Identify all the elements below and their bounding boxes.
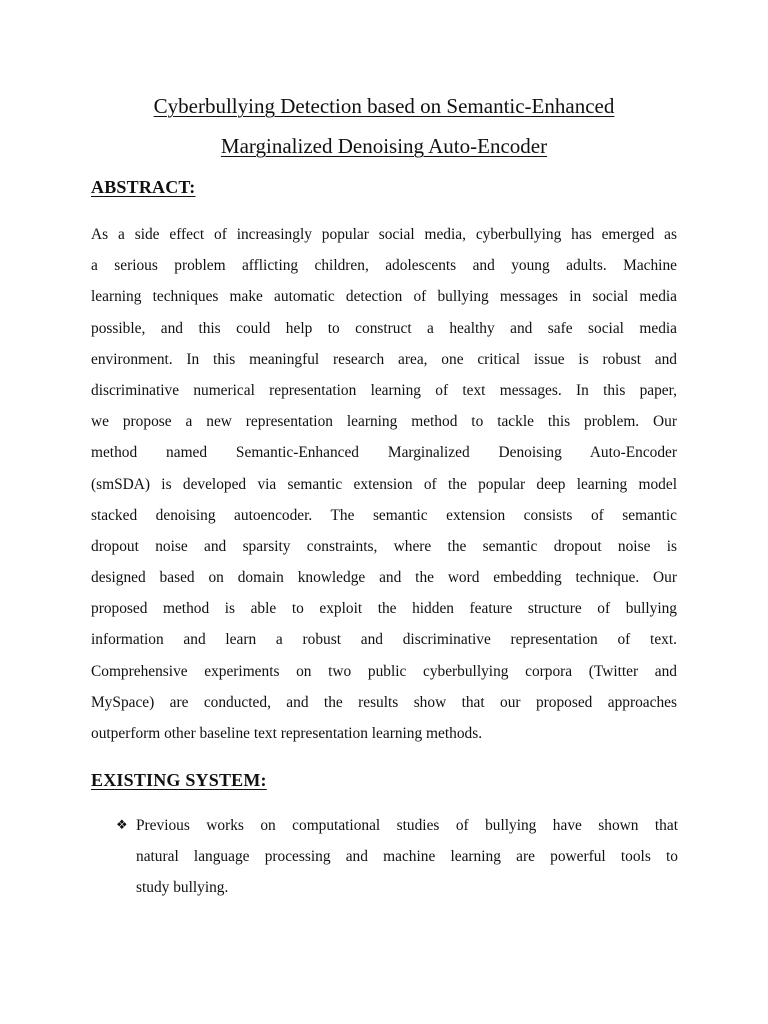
bullet-line: Previous works on computational studies of bullying have shown that — [136, 817, 678, 834]
paragraph-line: we propose a new representation learning method to tackle this problem. Our — [91, 413, 677, 431]
existing-system-heading: EXISTING SYSTEM: — [91, 770, 267, 790]
paragraph-line: MySpace) are conducted, and the results show that our proposed approaches — [91, 693, 677, 711]
bullet-text — [136, 810, 678, 904]
paragraph-line: outperform other baseline text representation learning methods. — [91, 725, 483, 742]
document-title-line-2: Marginalized Denoising Auto-Encoder — [220, 134, 548, 158]
paragraph-line: (smSDA) is developed via semantic extension of the popular deep learning model — [91, 475, 677, 493]
paragraph-line: discriminative numerical representation learning of text messages. In this paper, — [91, 381, 677, 399]
paragraph-line: proposed method is able to exploit the hidden feature structure of bullying — [91, 600, 677, 618]
abstract-heading: ABSTRACT: — [91, 177, 196, 197]
paragraph-line: dropout noise and sparsity constraints, where the semantic dropout noise is — [91, 537, 677, 555]
paragraph-line: a serious problem afflicting children, adolescents and young adults. Machine — [91, 257, 677, 275]
paragraph-line: possible, and this could help to construct a healthy and safe social media — [91, 319, 677, 337]
abstract-paragraph — [91, 219, 677, 749]
paragraph-line: As a side effect of increasingly popular social media, cyberbullying has emerged as — [91, 226, 677, 243]
diamond-bullet-icon: ❖ — [116, 818, 128, 833]
document-title-line-1: Cyberbullying Detection based on Semantic-Enhanced — [153, 94, 615, 118]
paragraph-line: Comprehensive experiments on two public cyberbullying corpora (Twitter and — [91, 662, 677, 680]
paragraph-line: learning techniques make automatic detection of bullying messages in social media — [91, 288, 677, 306]
paragraph-line: stacked denoising autoencoder. The semantic extension consists of semantic — [91, 506, 677, 524]
bullet-line: natural language processing and machine learning are powerful tools to — [136, 848, 678, 866]
paragraph-line: method named Semantic-Enhanced Marginalized Denoising Auto-Encoder — [91, 444, 677, 462]
paragraph-line: information and learn a robust and discriminative representation of text. — [91, 631, 677, 649]
paragraph-line: environment. In this meaningful research area, one critical issue is robust and — [91, 350, 677, 368]
bullet-line: study bullying. — [136, 879, 229, 897]
paragraph-line: designed based on domain knowledge and the word embedding technique. Our — [91, 569, 677, 587]
